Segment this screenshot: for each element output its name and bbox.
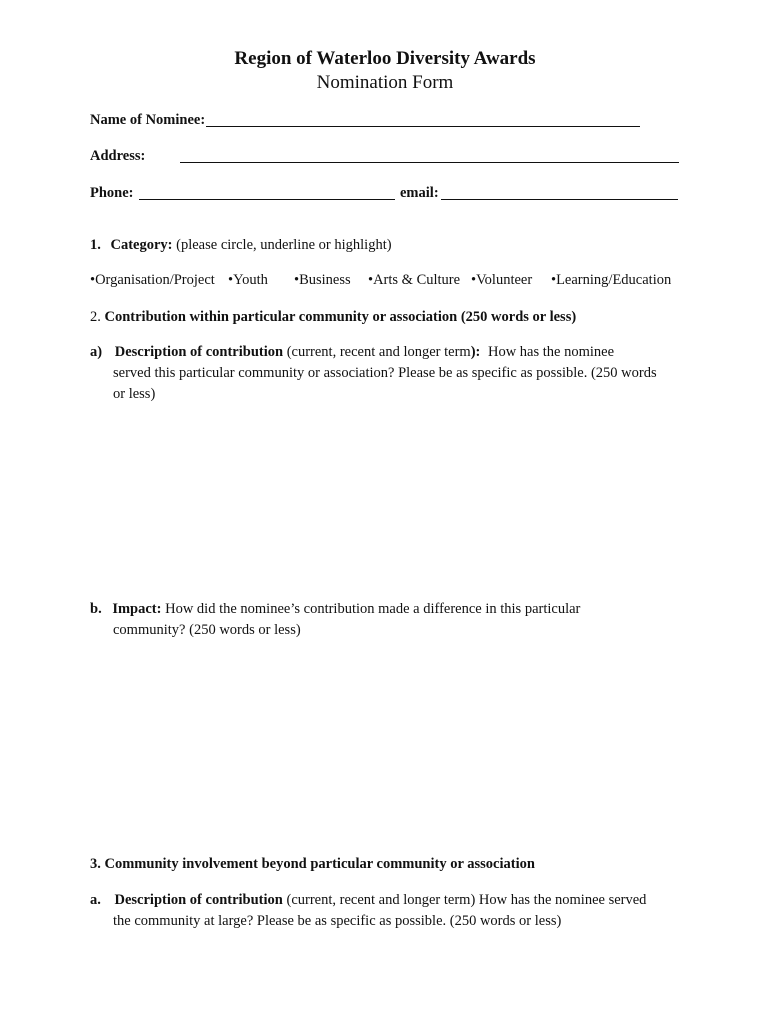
- category-label: Category:: [110, 237, 173, 253]
- category-option-youth[interactable]: •Youth: [228, 272, 268, 288]
- section3a-title: Description of contribution: [114, 892, 283, 908]
- category-instruction: (please circle, underline or highlight): [176, 237, 392, 253]
- section2a-line2: served this particular community or association? Please be as specific as possible. (250 words: [113, 365, 657, 381]
- section2a-paren: (current, recent and longer term: [283, 344, 471, 360]
- section2a-marker: a): [90, 344, 103, 360]
- section2b-question-start: How did the nominee’s contribution made a difference in this particular: [165, 601, 581, 617]
- section2b-answer-area[interactable]: [90, 646, 680, 846]
- section2a-close: ):: [470, 344, 481, 360]
- section3a-line1: [90, 892, 646, 909]
- phone-label: Phone:: [90, 185, 134, 201]
- email-label: email:: [400, 185, 439, 201]
- category-option-arts-culture[interactable]: •Arts & Culture: [368, 272, 461, 288]
- section2a-question-start: How has the nominee: [487, 344, 615, 360]
- section2a-answer-area[interactable]: [90, 410, 680, 590]
- address-input-line[interactable]: [180, 162, 679, 163]
- section2b-title: Impact:: [112, 601, 162, 617]
- section2-heading-text: Contribution within particular community or association (250 words or less): [104, 309, 577, 325]
- section2b-line1: [90, 601, 580, 618]
- email-input-line[interactable]: [441, 199, 678, 200]
- nominee-input-line[interactable]: [206, 126, 640, 127]
- section3a-line2: the community at large? Please be as specific as possible. (250 words or less): [113, 913, 562, 929]
- section2b-marker: b.: [90, 601, 102, 617]
- category-option-volunteer[interactable]: •Volunteer: [471, 272, 533, 288]
- section3a-marker: a.: [90, 892, 101, 908]
- section3a-answer-area[interactable]: [90, 938, 680, 1014]
- category-option-business[interactable]: •Business: [294, 272, 351, 288]
- section1-number: 1.: [90, 237, 101, 253]
- form-subtitle: Nomination Form: [316, 72, 454, 93]
- section2a-line1: [90, 344, 614, 361]
- section2-heading: [90, 309, 576, 326]
- category-option-learning-education[interactable]: •Learning/Education: [551, 272, 672, 288]
- section2a-title: Description of contribution: [114, 344, 284, 360]
- nominee-label: Name of Nominee:: [90, 112, 206, 128]
- section3a-question-start: (current, recent and longer term) How has the nominee served: [286, 892, 647, 908]
- section2a-line3: or less): [113, 386, 156, 402]
- form-title: Region of Waterloo Diversity Awards: [234, 48, 536, 69]
- category-heading: [90, 237, 392, 254]
- phone-input-line[interactable]: [139, 199, 395, 200]
- section3-heading: 3. Community involvement beyond particular community or association: [90, 856, 535, 872]
- section2b-line2: community? (250 words or less): [113, 622, 301, 638]
- address-label: Address:: [90, 148, 146, 164]
- section2-number: 2.: [90, 309, 101, 325]
- category-option-organisation[interactable]: •Organisation/Project: [90, 272, 215, 288]
